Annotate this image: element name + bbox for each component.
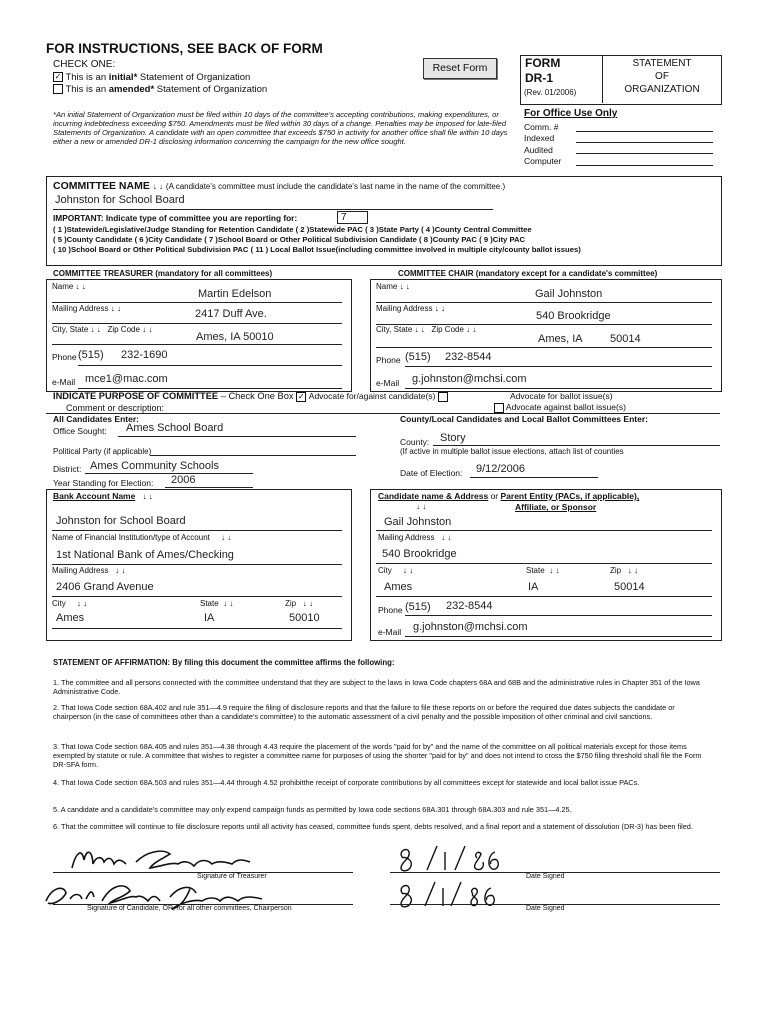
treasurer-email-label: e-Mail <box>52 377 76 387</box>
candidate-zip-label: Zip ↓ ↓ <box>610 566 639 575</box>
instructions-heading: FOR INSTRUCTIONS, SEE BACK OF FORM <box>46 41 323 56</box>
candidate-address-heading: Candidate name & Address or Parent Entity (PACs, if applicable), <box>378 491 640 501</box>
affirmation-item-3: 3. That Iowa Code section 68A.405 and rules 351—4.38 through 4.43 require the placement of the words "paid for by" and the name of the committee on all political materials except for those items exempted by statute or rule. A committee that wishes to register a committee name for purposes of using the shorter "paid for by" and does not intend to cross the $750 filing threshold shall file the Form DR-SFA form. <box>53 742 702 769</box>
candidate-phone-label: Phone <box>378 605 403 615</box>
treasurer-name-label: Name ↓ ↓ <box>52 282 86 291</box>
election-date-label: Date of Election: <box>400 468 463 478</box>
treasurer-phone-field[interactable]: 232-1690 <box>121 349 168 361</box>
bank-city-field[interactable]: Ames <box>56 612 85 624</box>
candidate-phone-field[interactable]: 232-8544 <box>446 600 493 612</box>
affirmation-item-1: 1. The committee and all persons connected with the committee understand that they are subject to the laws in Iowa Code chapters 68A and 68B and the administrative rules in Chapter 351 of the Iowa Administrative Code. <box>53 678 700 696</box>
county-field[interactable]: Story <box>440 432 466 444</box>
district-field[interactable]: Ames Community Schools <box>90 460 219 472</box>
chair-city-label: City, State ↓ ↓ Zip Code ↓ ↓ <box>376 325 477 334</box>
treasurer-date-label: Date Signed <box>526 873 565 880</box>
treasurer-mailing-label: Mailing Address ↓ ↓ <box>52 304 121 313</box>
chair-phone-field[interactable]: 232-8544 <box>445 351 492 363</box>
institution-field[interactable]: 1st National Bank of Ames/Checking <box>56 549 234 561</box>
amended-checkbox[interactable] <box>53 84 63 94</box>
chair-email-field[interactable]: g.johnston@mchsi.com <box>412 373 527 385</box>
candidate-city-field[interactable]: Ames <box>384 581 413 593</box>
committee-name-label: COMMITTEE NAME ↓ ↓ (A candidate's committee must include the candidate's last name in the name of the committee.) <box>53 180 506 192</box>
bank-city-label: City ↓ ↓ <box>52 599 88 608</box>
affirmation-item-4: 4. That Iowa Code section 68A.503 and rules 351—4.44 through 4.52 prohibitthe receipt of corporate contributions by all committees except for statewide and local ballot issue PACs. <box>53 778 640 787</box>
treasurer-date-handwritten <box>393 842 513 874</box>
important-note: IMPORTANT: Indicate type of committee you are reporting for: <box>53 213 298 223</box>
bank-state-label: State ↓ ↓ <box>200 599 234 608</box>
treasurer-mailing-field[interactable]: 2417 Duff Ave. <box>195 308 267 320</box>
bank-zip-label: Zip ↓ ↓ <box>285 599 314 608</box>
candidate-state-field[interactable]: IA <box>528 581 539 593</box>
election-date-field[interactable]: 9/12/2006 <box>476 463 525 475</box>
chair-mailing-label: Mailing Address ↓ ↓ <box>376 304 445 313</box>
treasurer-city-label: City, State ↓ ↓ Zip Code ↓ ↓ <box>52 325 153 334</box>
year-label: Year Standing for Election: <box>53 478 154 488</box>
bank-mailing-field[interactable]: 2406 Grand Avenue <box>56 581 154 593</box>
form-revision: (Rev. 01/2006) <box>524 88 577 97</box>
institution-label: Name of Financial Institution/type of Account ↓ ↓ <box>52 533 232 542</box>
purpose-ballot-against-checkbox[interactable] <box>494 403 504 413</box>
initial-option[interactable]: ✓ This is an initial* Statement of Organization <box>54 72 251 83</box>
candidate-email-field[interactable]: g.johnston@mchsi.com <box>413 621 528 633</box>
purpose-heading: INDICATE PURPOSE OF COMMITTEE – Check One Box ✓ Advocate for/against candidate(s) <box>53 391 448 402</box>
form-title: STATEMENT OF ORGANIZATION <box>624 58 700 95</box>
district-label: District: <box>53 464 82 474</box>
purpose-ballot-against[interactable]: Advocate against ballot issue(s) <box>494 402 626 413</box>
bank-account-name-field[interactable]: Johnston for School Board <box>56 515 186 527</box>
committee-type-field[interactable]: 7 <box>337 211 368 224</box>
initial-checkbox[interactable]: ✓ <box>54 72 62 82</box>
treasurer-signature-label: Signature of Treasurer <box>197 873 267 880</box>
treasurer-heading: COMMITTEE TREASURER (mandatory for all committees) <box>53 269 273 278</box>
candidate-signature-label: Signature of Candidate, OR, for all other committees, Chairperson <box>87 905 292 912</box>
affirmation-item-2: 2. That Iowa Code section 68A.402 and rule 351—4.9 require the filing of disclosure reports and that the failure to file these reports on or before the required due dates subjects the candidate or chairperson (in the case of committees other than a candidate's committee) to the automatic assessment of a civil penalty and the possible imposition of other criminal and civil sanctions. <box>53 703 675 721</box>
all-candidates-heading: All Candidates Enter: <box>53 414 139 424</box>
county-label: County: <box>400 437 430 447</box>
form-label: FORM <box>525 56 561 70</box>
affirmation-heading: STATEMENT OF AFFIRMATION: By filing this document the committee affirms the following: <box>53 658 395 667</box>
local-heading: County/Local Candidates and Local Ballot Committees Enter: <box>400 414 648 424</box>
candidate-zip-field[interactable]: 50014 <box>614 581 645 593</box>
bank-state-field[interactable]: IA <box>204 612 215 624</box>
county-note: (If active in multiple ballot issue elections, attach list of counties <box>400 447 624 456</box>
year-field[interactable]: 2006 <box>171 474 196 486</box>
filing-note: *An initial Statement of Organization must be filed within 10 days of the committee's accepting contributions, making expenditures, or incurring indebtedness exceeding $750. Amendments must be filed within 30 days of a change. Penalties may be imposed for late-filed Statements of Organization. A candidate with an open committee that exceeds $750 in activity for another office shall file within 10 days either a new or amended DR-1 disclosing information concerning the campaign for the new office sought. <box>53 110 508 146</box>
office-sought-label: Office Sought: <box>53 426 107 436</box>
chair-name-label: Name ↓ ↓ <box>376 282 410 291</box>
bank-zip-field[interactable]: 50010 <box>289 612 320 624</box>
party-label: Political Party (if applicable) <box>53 447 152 456</box>
bank-mailing-label: Mailing Address ↓ ↓ <box>52 566 126 575</box>
committee-name-field[interactable]: Johnston for School Board <box>55 194 185 206</box>
affirmation-item-6: 6. That the committee will continue to file disclosure reports until all activity has ceased, committee funds spent, debts resolved, and a final report and a statement of dissolution (DR-3) has been filed. <box>53 822 693 831</box>
office-sought-field[interactable]: Ames School Board <box>126 422 224 434</box>
candidate-email-label: e-Mail <box>378 627 402 637</box>
chair-phone-label: Phone <box>376 355 401 365</box>
treasurer-signature <box>66 842 256 876</box>
affirmation-item-5: 5. A candidate and a candidate's committee may only expend campaign funds as permitted by Iowa code sections 68A.301 through 68A.303 and rule 351—4.25. <box>53 805 572 814</box>
check-one-label: CHECK ONE: <box>53 59 116 70</box>
candidate-city-label: City ↓ ↓ <box>378 566 414 575</box>
candidate-mailing-label: Mailing Address ↓ ↓ <box>378 533 452 542</box>
purpose-candidates-checkbox[interactable]: ✓ <box>297 391 305 401</box>
chair-phone-area[interactable]: (515) <box>405 351 431 363</box>
candidate-heading-arrows: ↓ ↓ <box>416 502 427 511</box>
candidate-state-label: State ↓ ↓ <box>526 566 560 575</box>
chair-email-label: e-Mail <box>376 378 400 388</box>
candidate-date-label: Date Signed <box>526 905 565 912</box>
office-use-fields: Comm. # Indexed Audited Computer <box>524 122 562 166</box>
treasurer-name-field[interactable]: Martin Edelson <box>198 288 272 300</box>
treasurer-city-field[interactable]: Ames, IA 50010 <box>196 331 274 343</box>
candidate-date-handwritten <box>393 880 503 910</box>
committee-types-list: ( 1 )Statewide/Legislative/Judge Standing for Retention Candidate ( 2 )Statewide PAC ( 3 )State Party ( 4 )County Central Committee ( 5 )County Candidate ( 6 )City Candidate ( 7 )School Board or Other Political Subdivision Candidate ( 8 )County PAC ( 9 )City PAC ( 10 )School Board or Other Political Subdivision PAC ( 11 ) Local Ballot Issue(including committee involved in multiple city/county ballot issues) <box>53 225 581 254</box>
treasurer-phone-label: Phone <box>52 352 77 362</box>
treasurer-phone-area[interactable]: (515) <box>78 349 104 361</box>
chair-zip-field[interactable]: 50014 <box>610 333 641 345</box>
candidate-name-field[interactable]: Gail Johnston <box>384 516 452 528</box>
bank-heading: Bank Account Name ↓ ↓ <box>53 491 153 501</box>
chair-mailing-field[interactable]: 540 Brookridge <box>536 310 611 322</box>
purpose-comment-label: Comment or description: <box>66 403 165 413</box>
candidate-heading-affiliate: Affiliate, or Sponsor <box>515 502 597 512</box>
reset-form-button[interactable]: Reset Form <box>423 58 497 79</box>
purpose-ballot-for-checkbox[interactable] <box>438 392 448 402</box>
chair-city-field[interactable]: Ames, IA <box>538 333 583 345</box>
candidate-mailing-field[interactable]: 540 Brookridge <box>382 548 457 560</box>
chair-name-field[interactable]: Gail Johnston <box>535 288 603 300</box>
purpose-ballot-for-label: Advocate for ballot issue(s) <box>510 391 613 401</box>
candidate-phone-area[interactable]: (515) <box>405 601 431 613</box>
treasurer-email-field[interactable]: mce1@mac.com <box>85 373 168 385</box>
office-use-title: For Office Use Only <box>524 108 618 119</box>
form-id: DR-1 <box>525 71 554 85</box>
amended-option[interactable]: This is an amended* Statement of Organization <box>53 84 267 95</box>
chair-heading: COMMITTEE CHAIR (mandatory except for a candidate's committee) <box>398 269 658 278</box>
